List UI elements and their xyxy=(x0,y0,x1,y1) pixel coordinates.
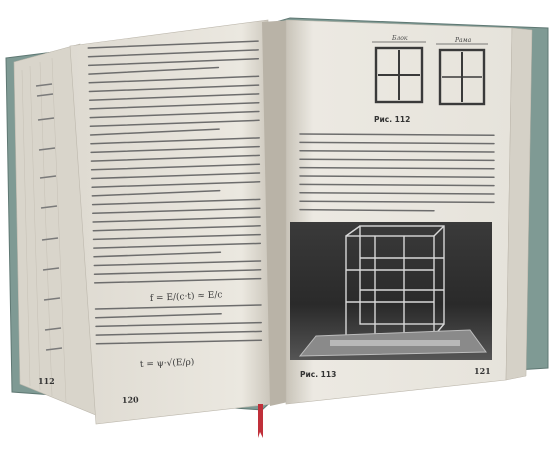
figure-112-caption: Рис. 112 xyxy=(374,115,411,124)
left-formula-2: t = ψ·√(E/ρ) xyxy=(139,357,195,370)
ribbon-bookmark xyxy=(258,404,263,438)
figure-113-caption: Рис. 113 xyxy=(300,370,337,379)
left-formula-1: f = E/(c·t) ≈ E/c xyxy=(149,290,223,304)
figure-112-label-left: Блок xyxy=(392,35,408,42)
left-page-number: 120 xyxy=(121,394,139,405)
right-page-number: 121 xyxy=(474,366,491,376)
side-page-number: 112 xyxy=(38,376,55,386)
figure-113-photo xyxy=(290,222,492,360)
figure-112-label-right: Рама xyxy=(455,37,472,44)
